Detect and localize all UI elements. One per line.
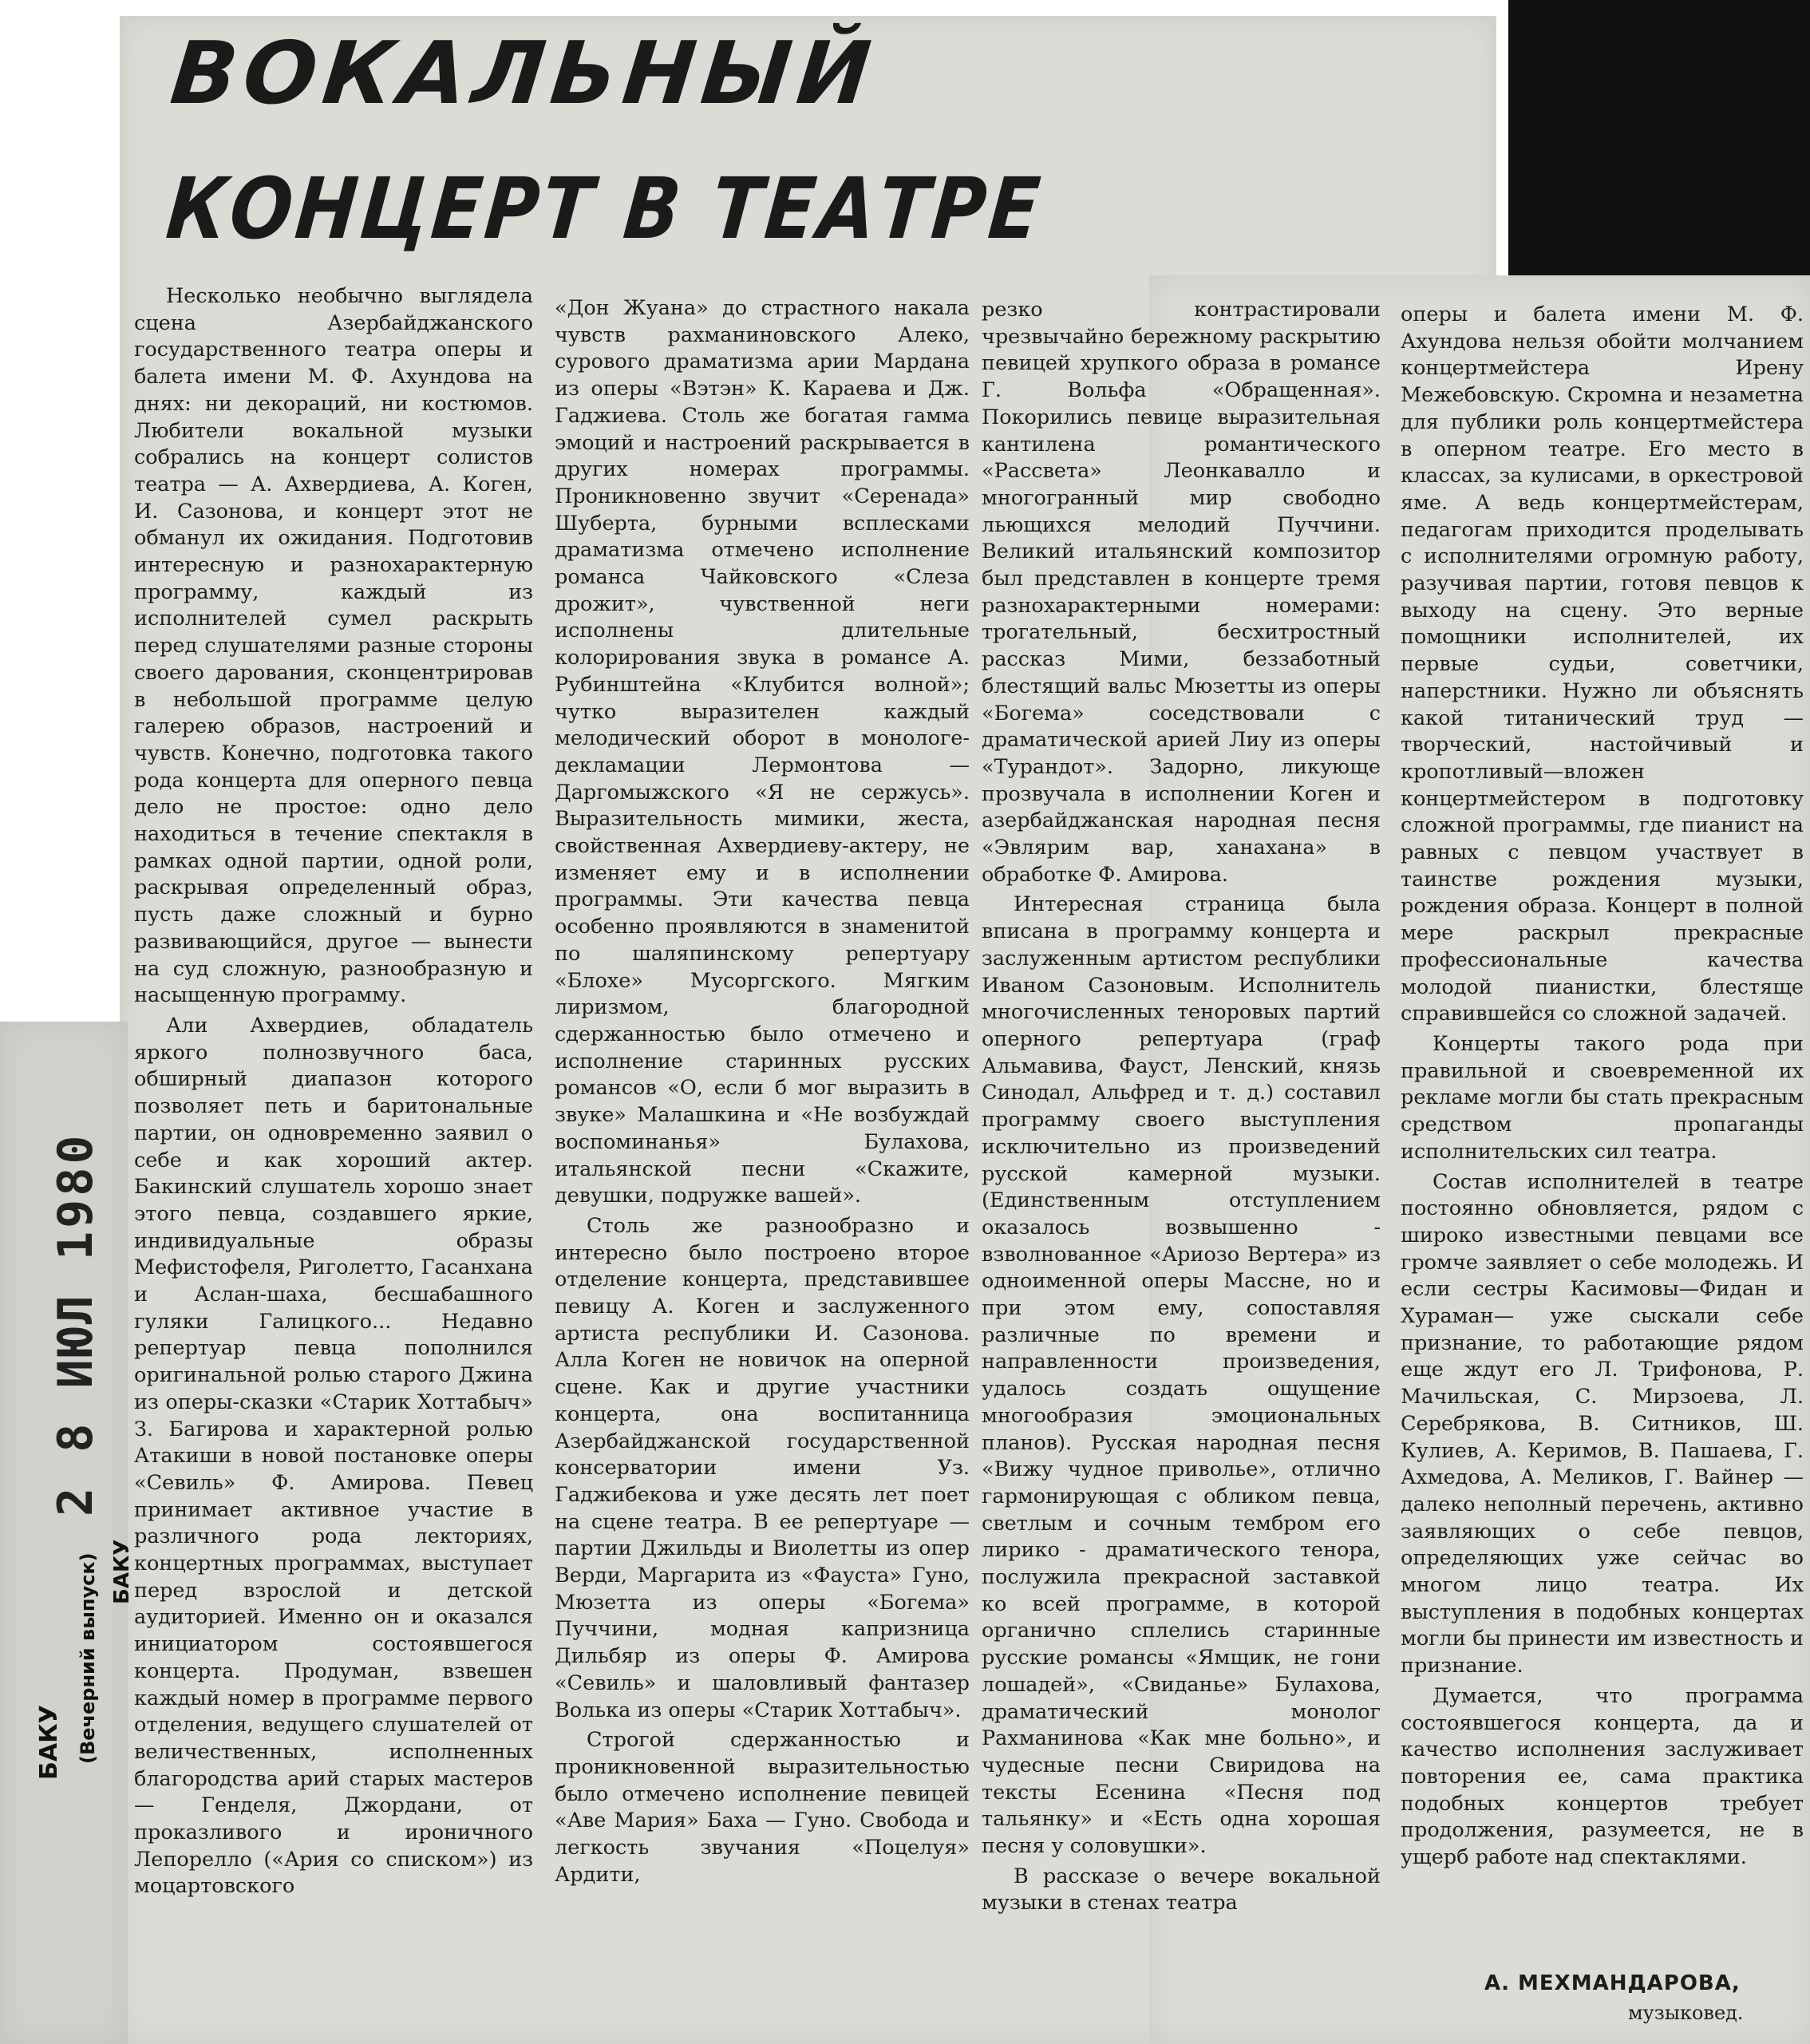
paragraph: Думается, что программа состоявшегося концерта, да и качество исполнения заслуживает повторения ее, сама практика подобных концертов требует продолжения, разумеется, не в ущерб работе над спектаклями. <box>1401 1683 1804 1870</box>
source-city-stamp: БАКУ <box>35 1705 63 1780</box>
paragraph: Концерты такого рода при правильной и своевременной их рекламе могли бы стать прекрасным средством пропаганды исполнительских сил театра. <box>1401 1031 1804 1164</box>
source-newspaper-stamp: (Вечерний выпуск) <box>77 1552 99 1764</box>
author-signature: А. МЕХМАНДАРОВА, <box>1484 1971 1741 1995</box>
paragraph: Состав исполнителей в театре постоянно обновляется, рядом с широко известными певцами все громче заявляет о себе молодежь. И если сестры Касимовы—Фидан и Хураман— уже сыскали себе признание, то работающие рядом еще ждут его Л. Трифонова, Р. Мачильская, С. Мирзоева, Л. Серебрякова, В. Ситников, Ш. Кулиев, А. Керимов, В. Пашаева, Г. Ахмедова, А. Меликов, Г. Вайнер — далеко неполный перечень, активно заявляющих о себе певцов, определяющих уже сейчас во многом лицо театра. Их выступления в подобных концертах могли бы принести им известность и признание. <box>1401 1169 1804 1678</box>
background-dark-area <box>1508 0 1810 275</box>
paragraph: Али Ахвердиев, обладатель яркого полнозвучного баса, обширный диапазон которого позволяет петь и баритональные партии, он одновременно заявил о себе и как хороший актер. Бакинский слушатель хорошо знает этого певца, создавшего яркие, индивидуальные образы Мефистофеля, Риголетто, Гасанхана и Аслан-шаха, бесшабашного гуляки Галицкого... Недавно репертуар певца пополнился оригинальной ролью старого Джина из оперы-сказки «Старик Хоттабыч» З. Багирова и характерной ролью Атакиши в новой постановке оперы «Севиль» Ф. Амирова. Певец принимает активное участие в различного рода лекториях, концертных программах, выступает перед взрослой и детской аудиторией. Именно он и оказался инициатором состоявшегося концерта. Продуман, взвешен каждый номер в программе первого отделения, ведущего слушателей от величественных, исполненных благородства арий старых мастеров — Генделя, Джордани, от проказливого и ироничного Лепорелло («Ария со списком») из моцартовского <box>134 1013 533 1899</box>
author-role: музыковед. <box>1628 2002 1744 2024</box>
paragraph: В рассказе о вечере вокальной музыки в стенах театра <box>982 1864 1381 1916</box>
paragraph: «Дон Жуана» до страстного накала чувств рахманиновского Алеко, сурового драматизма арии Мардана из оперы «Вэтэн» К. Караева и Дж. Гаджиева. Столь же богатая гамма эмоций и настроений раскрывается в других номерах программы. Проникновенно звучит «Серенада» Шуберта, бурными всплесками драматизма отмечено исполнение романса Чайковского «Слеза дрожит», чувственной неги исполнены длительные колорирования звука в романсе А. Рубинштейна «Клубится волной»; чутко выразителен каждый мелодический оборот в монологе-декламации Лермонтова — Даргомыжского «Я не сержусь». Выразительность мимики, жеста, свойственная Ахвердиеву-актеру, не изменяет ему и в исполнении программы. Эти качества певца особенно проявляются в знаменитой по шаляпинскому репертуару «Блохе» Мусоргского. Мягким лиризмом, благородной сдержанностью было отмечено и исполнение старинных русских романсов «О, если б мог выразить в звуке» Малашкина и «Не возбуждай воспоминанья» Булахова, итальянской песни «Скажите, девушки, подружке вашей». <box>555 296 970 1208</box>
article-column-2 <box>555 295 970 1888</box>
paragraph: Столь же разнообразно и интересно было построено второе отделение концерта, представившее певицу А. Коген и заслуженного артиста республики И. Сазонова. Алла Коген не новичок на оперной сцене. Как и другие участники концерта, она воспитанница Азербайджанской государственной консерватории имени Уз. Гаджибекова и уже десять лет поет на сцене театра. В ее репертуаре — партии Джильды и Виолетты из опер Верди, Маргарита из «Фауста» Гуно, Мюзетта из оперы «Богема» Пуччини, модная капризница Дильбяр из оперы Ф. Амирова «Севиль» и шаловливый фантазер Волька из оперы «Старик Хоттабыч». <box>555 1213 970 1722</box>
source-city-stamp-2: БАКУ <box>110 1539 134 1604</box>
headline-line-2: КОНЦЕРТ В ТЕАТРЕ <box>162 160 1047 259</box>
paragraph: оперы и балета имени М. Ф. Ахундова нельзя обойти молчанием концертмейстера Ирену Межебовскую. Скромна и незаметна для публики роль концертмейстера в оперном театре. Его место в классах, за кулисами, в оркестровой яме. А ведь концертмейстерам, педагогам приходится проделывать с исполнителями огромную работу, разучивая партии, готовя певцов к выходу на сцену. Это верные помощники исполнителей, их первые судьи, советчики, наперстники. Нужно ли объяснять какой титанический труд — творческий, настойчивый и кропотливый—вложен концертмейстером в подготовку сложной программы, где пианист на равных с певцом участвует в таинстве рождения музыки, рождения образа. Концерт в полной мере раскрыл прекрасные профессиональные качества молодой пианистки, блестяще справившейся со сложной задачей. <box>1401 302 1804 1026</box>
article-column-4 <box>1401 302 1804 1872</box>
paragraph: Интересная страница была вписана в программу концерта и заслуженным артистом республики Иваном Сазоновым. Исполнитель многочисленных теноровых партий оперного репертуара (граф Альмавива, Фауст, Ленский, князь Синодал, Альфред и т. д.) составил программу своего выступления исключительно из произведений русской камерной музыки. (Единственным отступлением оказалось возвышенно - взволнованное «Ариозо Вертера» из одноименной оперы Массне, но и при этом ему, сопоставляя различные по времени и направленности произведения, удалось создать ощущение многообразия эмоциональных планов). Русская народная песня «Вижу чудное приволье», отлично гармонирующая с обликом певца, светлым и сочным тембром его лирико - драматического тенора, послужила прекрасной заставкой ко всей программе, в которой органично сплелись старинные русские романсы «Ямщик, не гони лошадей», «Свиданье» Булахова, драматический монолог Рахманинова «Как мне больно», и чудесные песни Свиридова на тексты Есенина «Песня под тальянку» и «Есть одна хорошая песня у соловушки». <box>982 892 1381 1859</box>
headline-line-1: ВОКАЛЬНЫЙ <box>166 24 882 124</box>
paragraph: Строгой сдержанностью и проникновенной выразительностью было отмечено исполнение певицей «Аве Мария» Баха — Гуно. Свобода и легкость звучания «Поцелуя» Ардити, <box>555 1728 970 1887</box>
paragraph: Несколько необычно выглядела сцена Азербайджанского государственного театра оперы и балета имени М. Ф. Ахундова на днях: ни декораций, ни костюмов. Любители вокальной музыки собрались на концерт солистов театра — А. Ахвердиева, А. Коген, И. Сазонова, и концерт этот не обманул их ожидания. Подготовив интересную и разнохарактерную программу, каждый из исполнителей сумел раскрыть перед слушателями разные стороны своего дарования, сконцентрировав в небольшой программе целую галерею образов, настроений и чувств. Конечно, подготовка такого рода концерта для оперного певца дело не простое: одно дело находиться в течение спектакля в рамках одной партии, одной роли, раскрывая определенный образ, пусть даже сложный и бурно развивающийся, другое — вынести на суд сложную, разнообразную и насыщенную программу. <box>134 284 533 1008</box>
article-column-3 <box>982 297 1381 1917</box>
paragraph: резко контрастировали чрезвычайно бережному раскрытию певицей хрупкого образа в романсе Г. Вольфа «Обращенная». Покорились певице выразительная кантилена романтического «Рассвета» Леонкавалло и многогранный мир свободно льющихся мелодий Пуччини. Великий итальянский композитор был представлен в концерте тремя разнохарактерными номерами: трогательный, бесхитростный рассказ Мими, беззаботный блестящий вальс Мюзетты из оперы «Богема» соседствовали с драматической арией Лиу из оперы «Турандот». Задорно, ликующе прозвучала в исполнении Коген и азербайджанская народная песня «Эвлярим вар, ханахана» в обработке Ф. Амирова. <box>982 298 1381 887</box>
article-column-1 <box>134 283 533 1900</box>
date-stamp: 2 8 ИЮЛ 1980 <box>48 1132 104 1516</box>
